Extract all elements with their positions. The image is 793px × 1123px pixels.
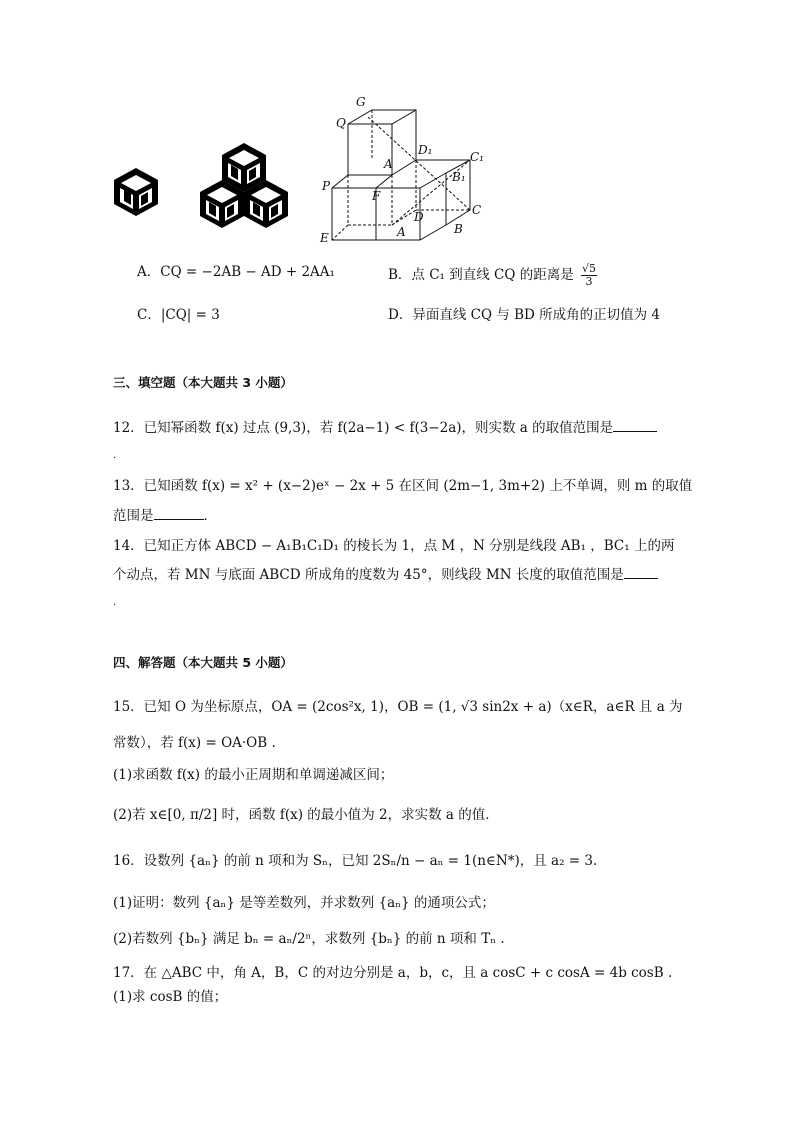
option-b xyxy=(388,263,597,288)
option-b-text: B．点 C₁ 到直线 CQ 的距离是 xyxy=(388,267,574,283)
q13-line1: 13．已知函数 f(x) = x² + (x−2)eˣ − 2x + 5 在区间 (2m−1, 3m+2) 上不单调，则 m 的取值 xyxy=(113,478,693,494)
label-Q: Q xyxy=(336,116,346,130)
option-a: A．CQ = −2AB − AD + 2AA₁ xyxy=(137,264,335,280)
label-C1: C₁ xyxy=(470,150,484,164)
q15-part2: (2)若 x∈[0, π/2] 时，函数 f(x) 的最小值为 2，求实数 a 的值． xyxy=(113,807,499,823)
label-C: C xyxy=(472,203,482,217)
label-D: D xyxy=(414,210,424,224)
q12-text: 12．已知幂函数 f(x) 过点 (9,3)，若 f(2a−1) < f(3−2a)，则实数 a 的取值范围是 xyxy=(113,420,614,436)
q12-line1 xyxy=(113,419,657,437)
option-c: C．|CQ| = 3 xyxy=(137,307,220,323)
q14-line1: 14．已知正方体 ABCD − A₁B₁C₁D₁ 的棱长为 1，点 M ，N 分别是线段 AB₁ ，BC₁ 上的两 xyxy=(113,538,675,554)
q17-part1: (1)求 cosB 的值； xyxy=(113,989,228,1005)
label-A1: A xyxy=(384,157,393,171)
option-b-denominator: 3 xyxy=(585,275,593,288)
q14-tail: . xyxy=(113,597,117,608)
q13-line2 xyxy=(113,507,217,525)
wireframe-cubes-figure xyxy=(332,110,470,240)
option-b-numerator: √5 xyxy=(582,262,597,275)
wireframe-labels xyxy=(319,95,484,245)
q14-text2: 个动点，若 MN 与底面 ABCD 所成角的度数为 45°，则线段 MN 长度的取值范围是 xyxy=(113,567,624,583)
option-b-fraction xyxy=(581,263,597,288)
section-3-title: 三、填空题（本大题共 3 小题） xyxy=(113,375,293,390)
figure-area xyxy=(0,0,793,250)
label-A: A xyxy=(397,225,406,239)
label-D1: D₁ xyxy=(418,143,433,157)
single-cube-figure xyxy=(114,168,158,216)
q17-line1: 17．在 △ABC 中，角 A，B，C 的对边分别是 a，b，c，且 a cosC + c cosA = 4b cosB . xyxy=(113,965,673,981)
q12-tail: . xyxy=(113,450,117,461)
label-G: G xyxy=(356,95,366,109)
q16-part1: (1)证明：数列 {aₙ} 是等差数列，并求数列 {aₙ} 的通项公式； xyxy=(113,895,495,911)
label-P: P xyxy=(322,179,331,193)
q15-line1: 15．已知 O 为坐标原点，OA = (2cos²x, 1)，OB = (1, √3 sin2x + a)（x∈R，a∈R 且 a 为 xyxy=(113,699,683,715)
label-E: E xyxy=(320,231,329,245)
stacked-cubes-figure xyxy=(200,143,288,228)
q14-answer-blank[interactable] xyxy=(624,566,658,579)
q15-line2: 常数），若 f(x) = OA·OB . xyxy=(113,735,276,751)
q15-part1: (1)求函数 f(x) 的最小正周期和单调递减区间； xyxy=(113,767,394,783)
label-F: F xyxy=(372,189,381,203)
q16-line1: 16．设数列 {aₙ} 的前 n 项和为 Sₙ，已知 2Sₙ/n − aₙ = 1(n∈N*)，且 a₂ = 3. xyxy=(113,853,598,869)
label-B1: B₁ xyxy=(452,170,466,184)
q14-line2 xyxy=(113,566,658,584)
section-4-title: 四、解答题（本大题共 5 小题） xyxy=(113,655,293,670)
q13-tail: ． xyxy=(203,508,217,524)
q13-text2: 范围是 xyxy=(113,508,154,524)
option-d: D．异面直线 CQ 与 BD 所成角的正切值为 4 xyxy=(388,307,661,323)
q13-answer-blank[interactable] xyxy=(154,507,204,520)
label-B: B xyxy=(454,222,463,236)
q12-answer-blank[interactable] xyxy=(613,419,657,432)
q16-part2: (2)若数列 {bₙ} 满足 bₙ = aₙ/2ⁿ，求数列 {bₙ} 的前 n 项和 Tₙ . xyxy=(113,931,505,947)
